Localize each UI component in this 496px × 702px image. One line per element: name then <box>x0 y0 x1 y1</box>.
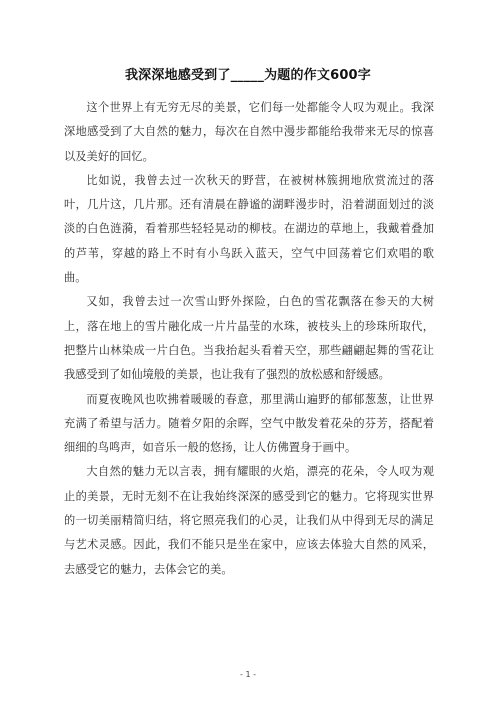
paragraph-1: 这个世界上有无穷无尽的美景，它们每一处都能令人叹为观止。我深深地感受到了大自然的魅力，每次在自然中漫步都能给我带来无尽的惊喜以及美好的回忆。 <box>64 101 434 163</box>
paragraph-5: 大自然的魅力无以言表，拥有耀眼的火焰，漂亮的花朵，令人叹为观止的美景，无时无刻不在让我始终深深的感受到它的魅力。它将现实世界的一切美丽精简归结，将它照亮我们的心灵，让我们从中得到无尽的满足与艺术灵感。因此，我们不能只是坐在家中，应该去体验大自然的风采，去感受它的魅力，去体会它的美。 <box>64 465 434 576</box>
essay-title: 我深深地感受到了_____为题的作文600字 <box>124 68 372 83</box>
paragraph-2: 比如说，我曾去过一次秋天的野营，在被树林簇拥地欣赏流过的落叶，几片这，几片那。还有清晨在静谧的湖畔漫步时，沿着湖面划过的淡淡的白色涟漪，看着那些轻轻晃动的柳枝。在湖边的草地上，我戴着叠加的芦苇，穿越的路上不时有小鸟跃入蓝天，空气中回荡着它们欢唱的歌曲。 <box>64 173 434 285</box>
essay-body <box>64 96 434 582</box>
paragraph-3: 又如，我曾去过一次雪山野外探险，白色的雪花飘落在参天的大树上，落在地上的雪片融化成一片片晶莹的水珠，被枝头上的珍珠所取代，把整片山林染成一片白色。当我抬起头看着天空，那些翩翩起舞的雪花让我感受到了如仙境般的美景，也让我有了强烈的放松感和舒缓感。 <box>64 295 434 382</box>
page-number: - 1 - <box>240 670 256 679</box>
paragraph-4: 而夏夜晚风也吹拂着暖暖的春意，那里满山遍野的郁郁葱葱，让世界充满了希望与活力。随着夕阳的余晖，空气中散发着花朵的芬芳，搭配着细细的鸟鸣声，如音乐一般的悠扬，让人仿佛置身于画中。 <box>64 392 434 455</box>
